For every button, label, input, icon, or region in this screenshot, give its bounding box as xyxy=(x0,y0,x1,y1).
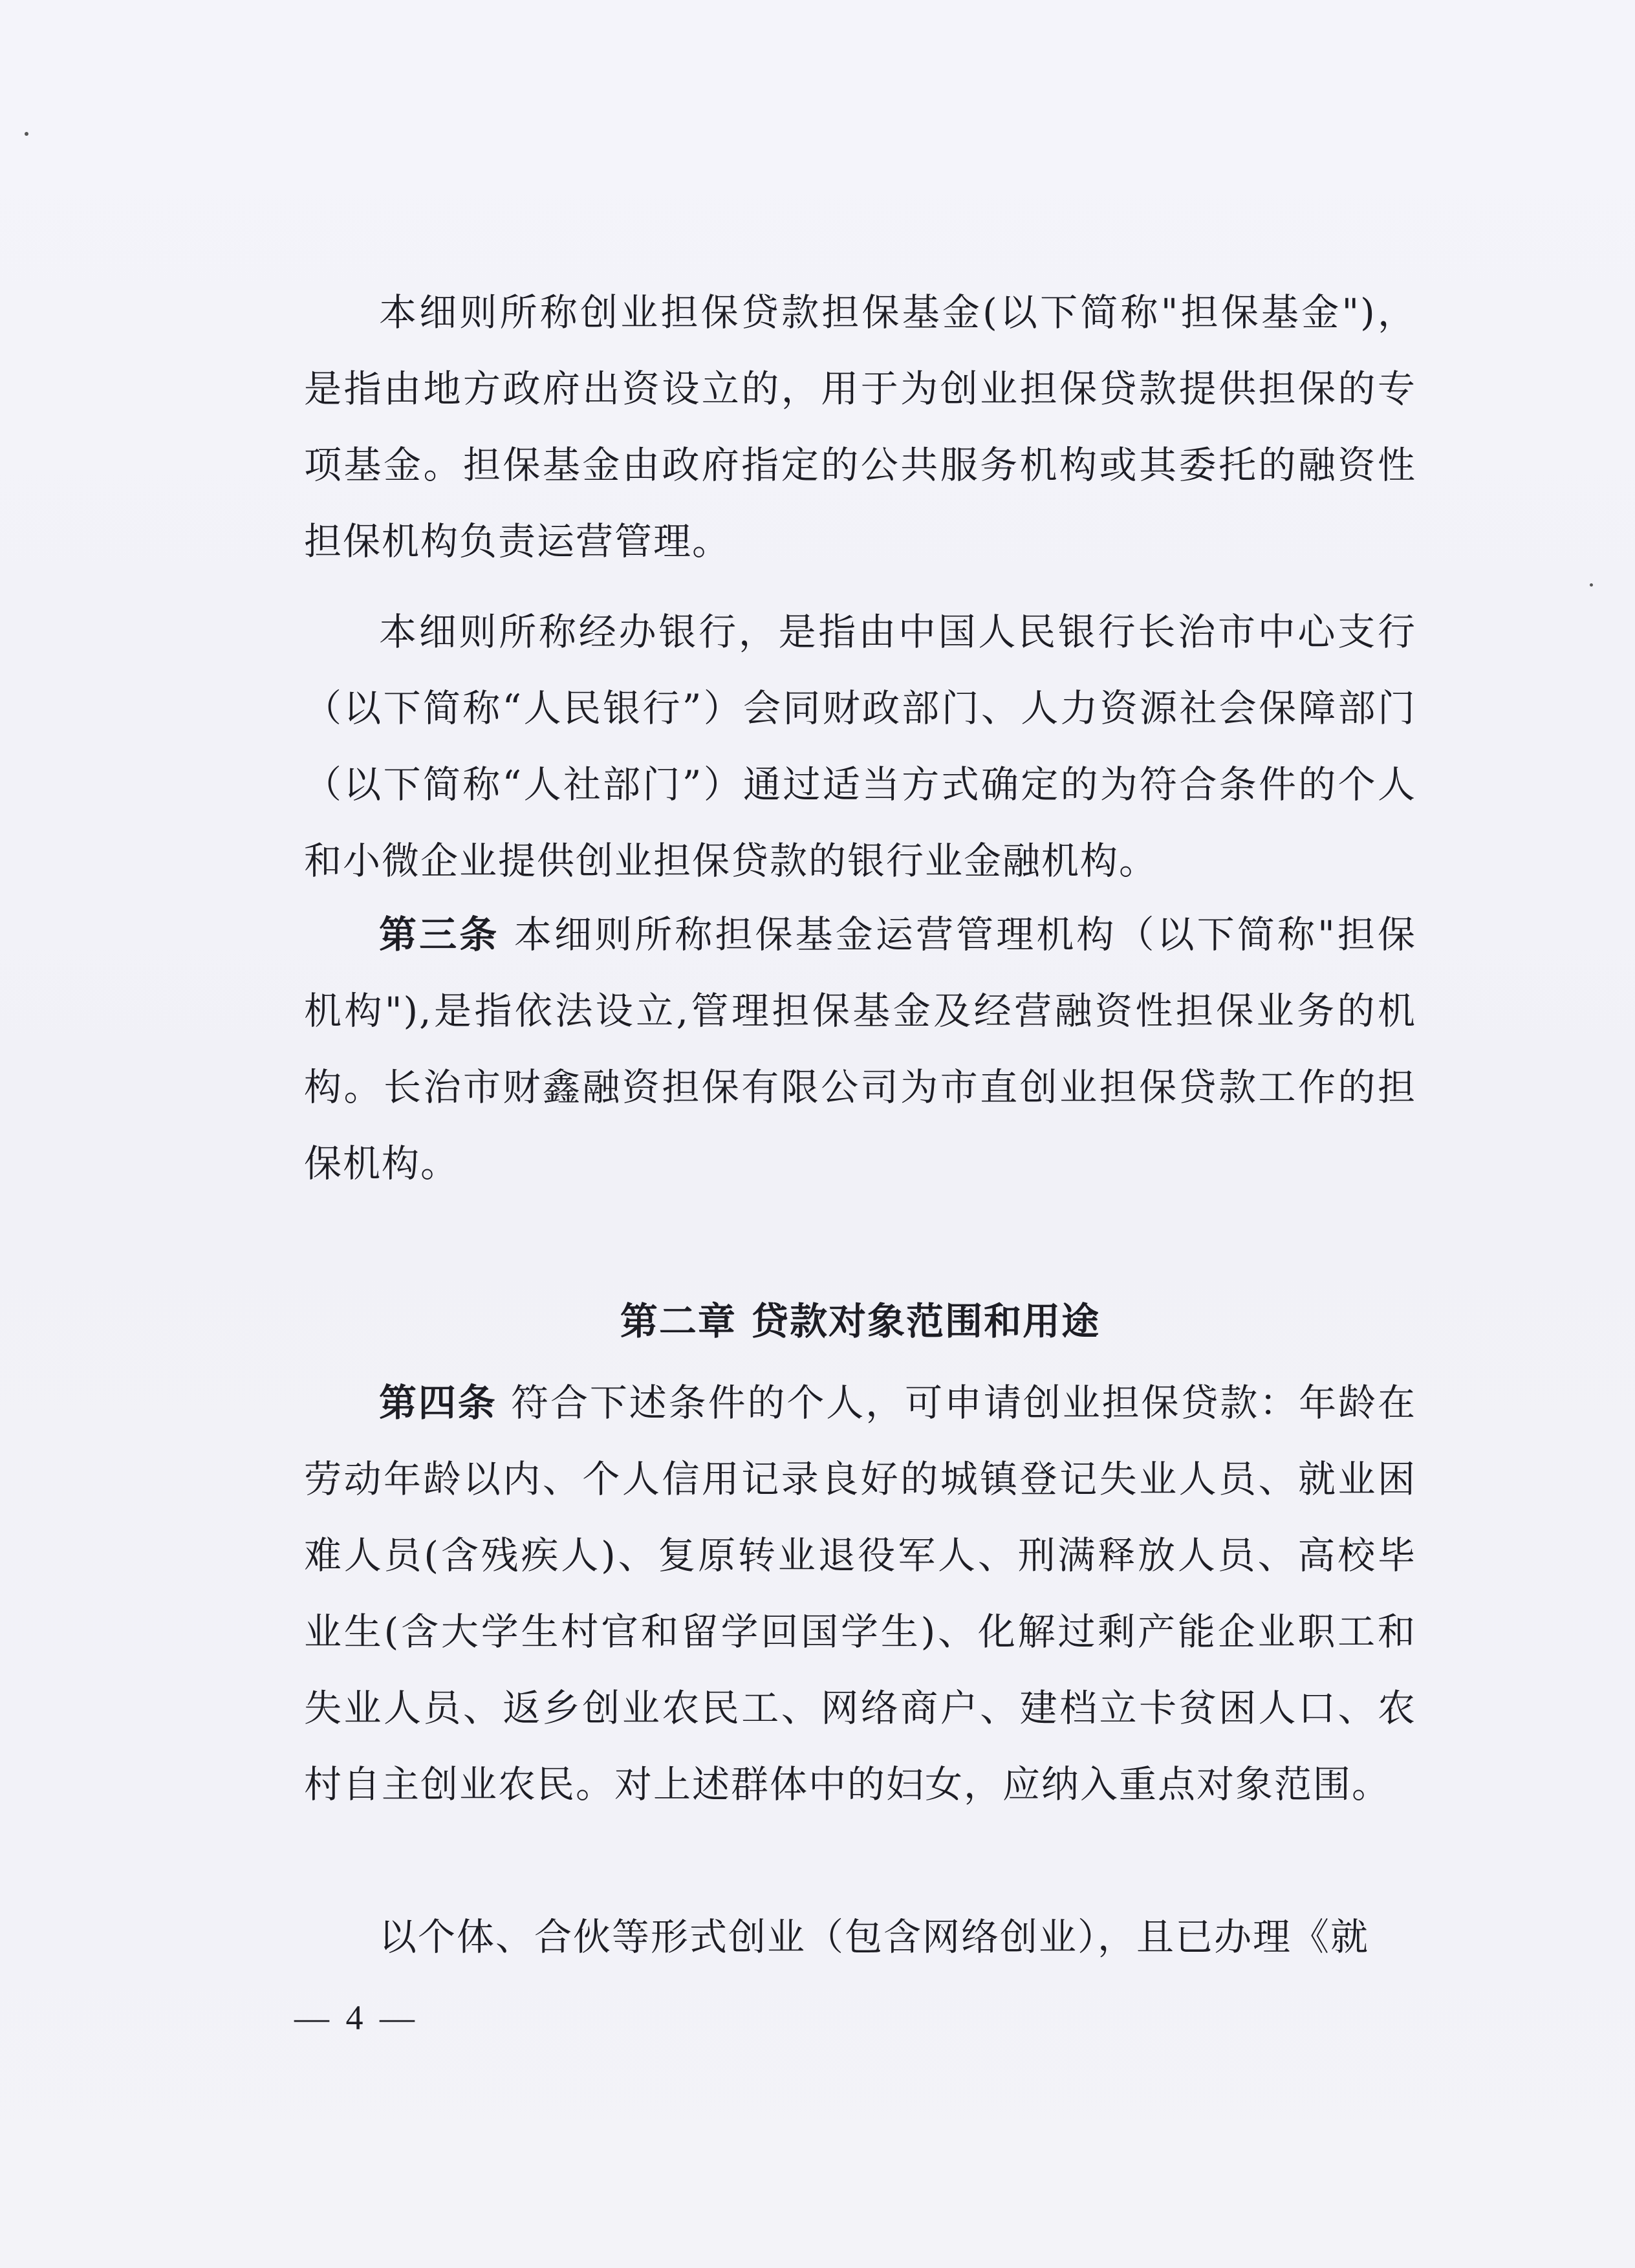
paragraph-text: 以个体、合伙等形式创业（包含网络创业），且已办理《就 xyxy=(379,1915,1370,1959)
paragraph-text: 本细则所称担保基金运营管理机构（以下简称"担保机构"),是指依法设立,管理担保基金及经营融资性担保业务的机构。长治市财鑫融资担保有限公司为市直创业担保贷款工作的担保机构。 xyxy=(304,913,1416,1185)
scan-speck xyxy=(1590,583,1593,587)
article-3 xyxy=(304,896,1416,1202)
paragraph-handling-bank xyxy=(304,594,1416,899)
paragraph-text: 符合下述条件的个人，可申请创业担保贷款：年龄在劳动年龄以内、个人信用记录良好的城镇登记失业人员、就业困难人员(含残疾人)、复原转业退役军人、刑满释放人员、高校毕业生(含大学生村官和留学回国学生)、化解过剩产能企业职工和失业人员、返乡创业农民工、网络商户、建档立卡贫困人口、农村自主创业农民。对上述群体中的妇女，应纳入重点对象范围。 xyxy=(304,1381,1416,1806)
article-4 xyxy=(304,1365,1416,1822)
paragraph-guarantee-fund xyxy=(304,274,1416,579)
paragraph-text: 本细则所称经办银行，是指由中国人民银行长治市中心支行（以下简称“人民银行”）会同财政部门、人力资源社会保障部门（以下简称“人社部门”）通过适当方式确定的为符合条件的个人和小微企业提供创业担保贷款的银行业金融机构。 xyxy=(304,610,1416,883)
paragraph-text: 本细则所称创业担保贷款担保基金(以下简称"担保基金")，是指由地方政府出资设立的，用于为创业担保贷款提供担保的专项基金。担保基金由政府指定的公共服务机构或其委托的融资性担保机构负责运营管理。 xyxy=(304,290,1416,563)
scan-speck xyxy=(25,132,28,136)
chapter-heading: 第二章 贷款对象范围和用途 xyxy=(620,1299,1101,1343)
page-number: — 4 — xyxy=(294,1998,418,2037)
article-number: 第四条 xyxy=(379,1381,497,1425)
paragraph-individual-partnership xyxy=(304,1899,1416,1975)
article-number: 第三条 xyxy=(379,913,500,956)
